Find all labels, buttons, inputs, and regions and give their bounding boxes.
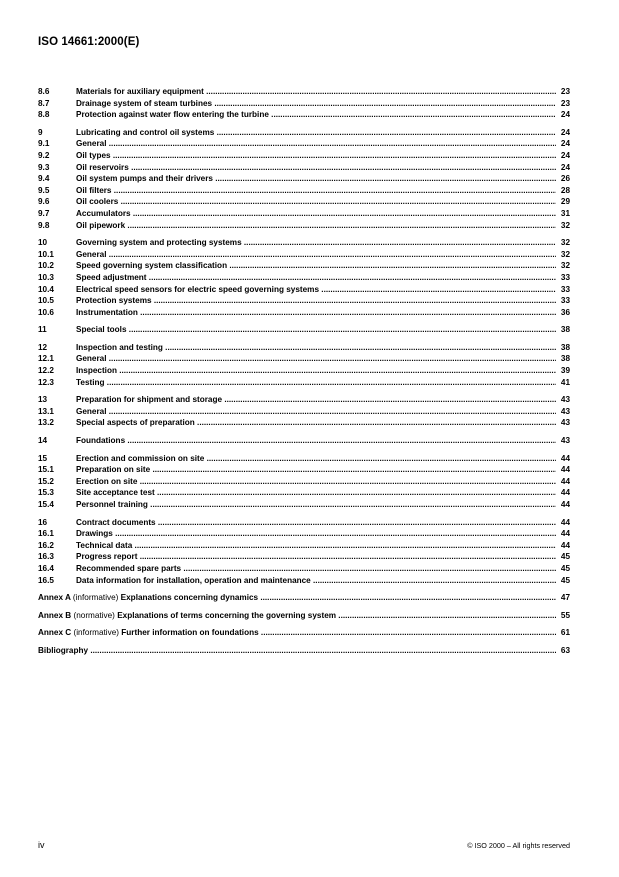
toc-entry-title: Protection systems ..... [76,295,556,307]
toc-entry-title: Progress report ..... [76,551,556,563]
toc-entry-page: 33 [560,284,570,294]
toc-entry-number: 15 [38,453,48,463]
toc-entry[interactable] [38,464,570,476]
toc-annex-title-line [38,627,556,639]
toc-entry-number: 15.1 [38,465,54,475]
toc-annex[interactable] [38,592,570,604]
toc-entry-page: 44 [560,488,570,498]
toc-bibliography[interactable] [38,645,570,657]
toc-entry-number: 9.2 [38,150,50,160]
toc-entry-number: 15.3 [38,488,54,498]
toc-entry[interactable] [38,173,570,185]
toc-annex-title: Explanations of terms concerning the governing system [117,610,337,620]
toc-entry[interactable] [38,417,570,429]
toc-entry-page: 29 [560,197,570,207]
toc-annex-page: 61 [560,628,570,638]
toc-entry-number: 14 [38,436,48,446]
toc-entry-number: 8.6 [38,87,50,96]
toc-entry-title: Materials for auxiliary equipment ..... [76,86,556,98]
toc-annex-title: Further information on foundations [121,628,259,638]
toc-entry-page: 32 [560,238,570,248]
toc-entry-page: 43 [560,406,570,416]
toc-entry[interactable] [38,150,570,162]
toc-entry-number: 9.7 [38,208,50,218]
toc-entry-page: 44 [560,500,570,509]
toc-entry[interactable] [38,324,570,336]
toc-entry-title: General ..... [76,138,556,150]
toc-entry-number: 10.5 [38,296,54,306]
toc-entry-title: Oil reservoirs ..... [76,162,556,174]
toc-entry-page: 45 [560,552,570,562]
toc-entry-page: 44 [560,540,570,550]
toc-entry-page: 33 [560,272,570,282]
toc-entry-title: Special aspects of preparation ..... [76,417,556,429]
toc-entry-title: Technical data ..... [76,540,556,552]
toc-entry-number: 9.5 [38,185,50,195]
toc-entry[interactable] [38,551,570,563]
toc-entry-page: 38 [560,325,570,335]
toc-entry-title: General ..... [76,406,556,418]
toc-entry-title: Site acceptance test ..... [76,487,556,499]
toc-entry-number: 13.1 [38,406,54,416]
toc-entry-number: 9.6 [38,197,50,207]
toc-entry-title: Protection against water flow entering the turbine ..... [76,109,556,121]
toc-entry-number: 10.6 [38,307,54,317]
toc-annex[interactable] [38,627,570,639]
page-number: iv [38,840,45,850]
toc-entry-page: 43 [560,436,570,446]
toc-entry-number: 10.2 [38,261,54,271]
toc-annex-type: (informative) [73,628,119,638]
toc-entry-number: 11 [38,325,47,335]
toc-entry-page: 43 [560,418,570,428]
toc-entry-number: 10.1 [38,249,54,259]
toc-entry-number: 12 [38,342,48,352]
toc-entry[interactable] [38,453,570,465]
toc-entry-number: 13.2 [38,418,54,428]
toc-entry-page: 32 [560,220,570,230]
toc-entry-page: 36 [560,307,570,317]
toc-entry-page: 44 [560,529,570,539]
toc-entry-title: General ..... [76,353,556,365]
toc-entry-page: 44 [560,517,570,527]
toc-entry-number: 13 [38,395,48,405]
toc-bibliography-page: 63 [560,645,570,655]
toc-entry-page: 24 [560,139,570,149]
toc-entry-page: 39 [560,366,570,376]
toc-entry-number: 12.2 [38,366,54,376]
toc-entry[interactable] [38,563,570,575]
toc-annex-page: 47 [560,593,570,603]
toc-entry[interactable] [38,98,570,110]
toc-entry-number: 12.3 [38,377,54,387]
toc-entry-page: 26 [560,174,570,184]
toc-entry-page: 45 [560,563,570,573]
toc-entry-number: 16.4 [38,563,54,573]
toc-entry-title: Drawings ..... [76,528,556,540]
toc-entries [38,86,570,586]
document-header: ISO 14661:2000(E) [38,36,140,48]
toc-entry-title: Oil pipework ..... [76,220,556,232]
toc-annex-title-line [38,592,556,604]
toc-entry-number: 8.7 [38,98,50,108]
toc-entry[interactable] [38,487,570,499]
toc-entry-title: General ..... [76,249,556,261]
toc-entry-page: 24 [560,110,570,120]
toc-entry[interactable] [38,377,570,389]
toc-entry-page: 32 [560,261,570,271]
toc-entry-page: 38 [560,354,570,364]
toc-entry-page: 23 [560,98,570,108]
toc-entry-page: 24 [560,162,570,172]
toc-entry[interactable] [38,249,570,261]
toc-entry[interactable] [38,220,570,232]
toc-entry[interactable] [38,185,570,197]
toc-entry[interactable] [38,476,570,488]
toc-entry-number: 9.3 [38,162,50,172]
toc-entry[interactable] [38,109,570,121]
toc-entry-title: Oil filters ..... [76,185,556,197]
toc-entry-number: 10 [38,238,48,248]
toc-annex-label: Annex C [38,628,72,638]
toc-entry[interactable] [38,406,570,418]
toc-entry-title: Oil types ..... [76,150,556,162]
toc-entry[interactable] [38,295,570,307]
toc-entry[interactable] [38,575,570,587]
toc-entry-title: Lubricating and control oil systems ..... [76,127,556,139]
toc-entry-number: 9.8 [38,220,50,230]
toc-annex-label: Annex B [38,610,72,620]
toc-entry-number: 15.2 [38,476,54,486]
toc-entry-title: Contract documents ..... [76,517,556,529]
toc-entry[interactable] [38,342,570,354]
toc-annex-title-line [38,610,556,622]
toc-entry[interactable] [38,517,570,529]
toc-entry-number: 16.5 [38,575,54,585]
toc-entry-page: 32 [560,249,570,259]
toc-entry-title: Inspection ..... [76,365,556,377]
toc-entry-title: Data information for installation, operation and maintenance ..... [76,575,556,587]
toc-entry-page: 38 [560,342,570,352]
toc-entry-title: Speed governing system classification ..... [76,260,556,272]
toc-entry-page: 44 [560,476,570,486]
toc-entry-number: 16.3 [38,552,54,562]
toc-entry-page: 33 [560,296,570,306]
toc-entry-number: 9.1 [38,139,50,149]
toc-entry-page: 41 [560,377,570,387]
toc-entry-page: 45 [560,575,570,585]
toc-entry[interactable] [38,307,570,319]
toc-annexes [38,592,570,639]
toc-entry-number: 8.8 [38,110,50,120]
toc-entry-page: 44 [560,453,570,463]
toc-entry-number: 15.4 [38,500,54,509]
toc-entry-title: Oil coolers ..... [76,196,556,208]
toc-entry-title: Recommended spare parts ..... [76,563,556,575]
copyright-notice: © ISO 2000 – All rights reserved [467,841,570,850]
toc-entry-page: 23 [560,87,570,96]
toc-entry-page: 24 [560,150,570,160]
toc-annex-type: (informative) [72,593,119,603]
toc-entry-number: 10.4 [38,284,54,294]
toc-entry-title: Instrumentation ..... [76,307,556,319]
toc-entry-title: Inspection and testing ..... [76,342,556,354]
toc-annex-type: (normative) [73,610,115,620]
toc-annex-label: Annex A [38,593,71,603]
toc-entry-number: 12.1 [38,354,54,364]
toc-entry-page: 31 [560,208,570,218]
toc-entry-title: Accumulators ..... [76,208,556,220]
toc-entry-title: Erection on site ..... [76,476,556,488]
toc-entry[interactable] [38,237,570,249]
toc-entry-title: Personnel training ..... [76,499,556,511]
toc-entry[interactable] [38,138,570,150]
toc-entry-page: 43 [560,395,570,405]
toc-entry[interactable] [38,540,570,552]
toc-entry[interactable] [38,260,570,272]
toc-entry-title: Testing ..... [76,377,556,389]
toc-entry-title: Drainage system of steam turbines ..... [76,98,556,110]
toc-entry[interactable] [38,435,570,447]
toc-entry-title: Governing system and protecting systems ..... [76,237,556,249]
toc-annex[interactable] [38,610,570,622]
toc-bibliography-title: Bibliography ..... [38,645,556,657]
toc-entry[interactable] [38,353,570,365]
toc-entry-title: Erection and commission on site ..... [76,453,556,465]
toc-entry-title: Oil system pumps and their drivers ..... [76,173,556,185]
toc-entry-title: Electrical speed sensors for electric speed governing systems ..... [76,284,556,296]
toc-entry[interactable] [38,365,570,377]
toc-entry-number: 10.3 [38,272,54,282]
toc-entry[interactable] [38,394,570,406]
toc-entry-title: Special tools ..... [76,324,556,336]
toc-entry[interactable] [38,162,570,174]
toc-annex-title: Explanations concerning dynamics [120,593,259,603]
toc-entry[interactable] [38,86,570,98]
toc-entry-page: 44 [560,465,570,475]
toc-entry[interactable] [38,208,570,220]
toc-annex-page: 55 [560,610,570,620]
toc-entry-number: 16.1 [38,529,54,539]
toc-entry-number: 9.4 [38,174,50,184]
toc-entry[interactable] [38,284,570,296]
toc-entry[interactable] [38,127,570,139]
toc-entry[interactable] [38,499,570,511]
toc-entry-page: 28 [560,185,570,195]
toc-entry[interactable] [38,196,570,208]
toc-entry[interactable] [38,528,570,540]
toc-entry[interactable] [38,272,570,284]
toc-entry-number: 16 [38,517,48,527]
toc-entry-title: Foundations ..... [76,435,556,447]
toc-entry-title: Preparation for shipment and storage ..... [76,394,556,406]
toc-entry-number: 9 [38,127,43,137]
table-of-contents [38,86,570,657]
toc-entry-page: 24 [560,127,570,137]
toc-entry-number: 16.2 [38,540,54,550]
toc-entry-title: Preparation on site ..... [76,464,556,476]
toc-entry-title: Speed adjustment ..... [76,272,556,284]
